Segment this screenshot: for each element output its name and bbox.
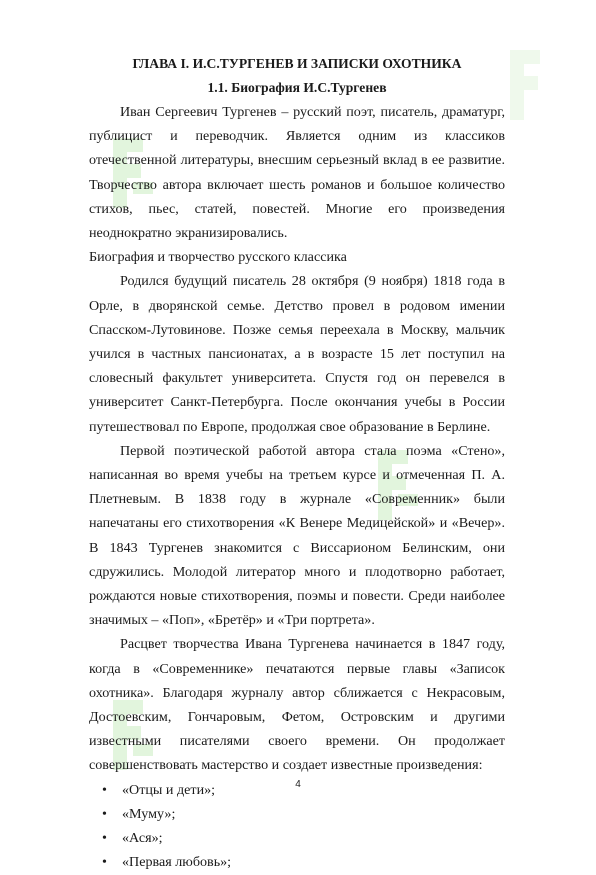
list-item-text: «Муму»;: [122, 805, 176, 822]
paragraph-birth: Родился будущий писатель 28 октября (9 ноября) 1818 года в Орле, в дворянской семье. Детство провел в родовом имении Спасском-Лутовинове. Позже семья переехала в Москву, мальчик учился в частных пансионатах, а в возрасте 15 лет поступил на словесный факультет университета. Спустя год он перевелся в университет Санкт-Петербурга. После окончания учебы в России путешествовал по Европе, продолжая свое образование в Берлине.: [89, 273, 505, 435]
list-item: [89, 802, 505, 826]
works-list: [89, 778, 505, 875]
list-item-text: «Отцы и дети»;: [122, 781, 216, 798]
page-number: 4: [295, 779, 301, 790]
section-title: 1.1. Биография И.С.Тургенев: [207, 80, 387, 95]
bullet-icon: •: [102, 830, 107, 847]
chapter-title: ГЛАВА I. И.С.ТУРГЕНЕВ И ЗАПИСКИ ОХОТНИКА: [132, 56, 462, 71]
list-item-text: «Ася»;: [122, 830, 163, 847]
bullet-icon: •: [102, 781, 107, 798]
list-item: [89, 826, 505, 850]
list-item: [89, 850, 505, 874]
document-body: [89, 52, 505, 875]
list-item-text: «Первая любовь»;: [122, 854, 232, 871]
watermark-logo-icon: [500, 40, 555, 130]
paragraph-heyday: Расцвет творчества Ивана Тургенева начинается в 1847 году, когда в «Современнике» печатаются первые главы «Записок охотника». Благодаря журналу автор сближается с Некрасовым, Достоевским, Гончаровым, Фетом, Островским и другими известными писателями своего времени. Он продолжает совершенствовать мастерство и создает известные произведения:: [89, 636, 505, 774]
paragraph-first-works: Первой поэтической работой автора стала поэма «Стено», написанная во время учебы на третьем курсе и отмеченная П. А. Плетневым. В 1838 году в журнале «Современник» были напечатаны его стихотворения «К Венере Медицейской» и «Вечер». В 1843 Тургенев знакомится с Виссарионом Белинским, они сдружились. Молодой литератор много и плодотворно работает, рождаются новые стихотворения, поэмы и повести. Среди наиболее значимых – «Поп», «Бретёр» и «Три портрета».: [89, 442, 505, 629]
bullet-icon: •: [102, 805, 107, 822]
bullet-icon: •: [102, 854, 107, 871]
subheading-biography: Биография и творчество русского классика: [89, 249, 347, 266]
paragraph-intro: Иван Сергеевич Тургенев – русский поэт, писатель, драматург, публицист и переводчик. Является одним из классиков отечественной литературы, внесшим серьезный вклад в ее развитие. Творчество автора включает шесть романов и большое количество стихов, пьес, статей, повестей. Многие его произведения неоднократно экранизировались.: [89, 104, 505, 242]
